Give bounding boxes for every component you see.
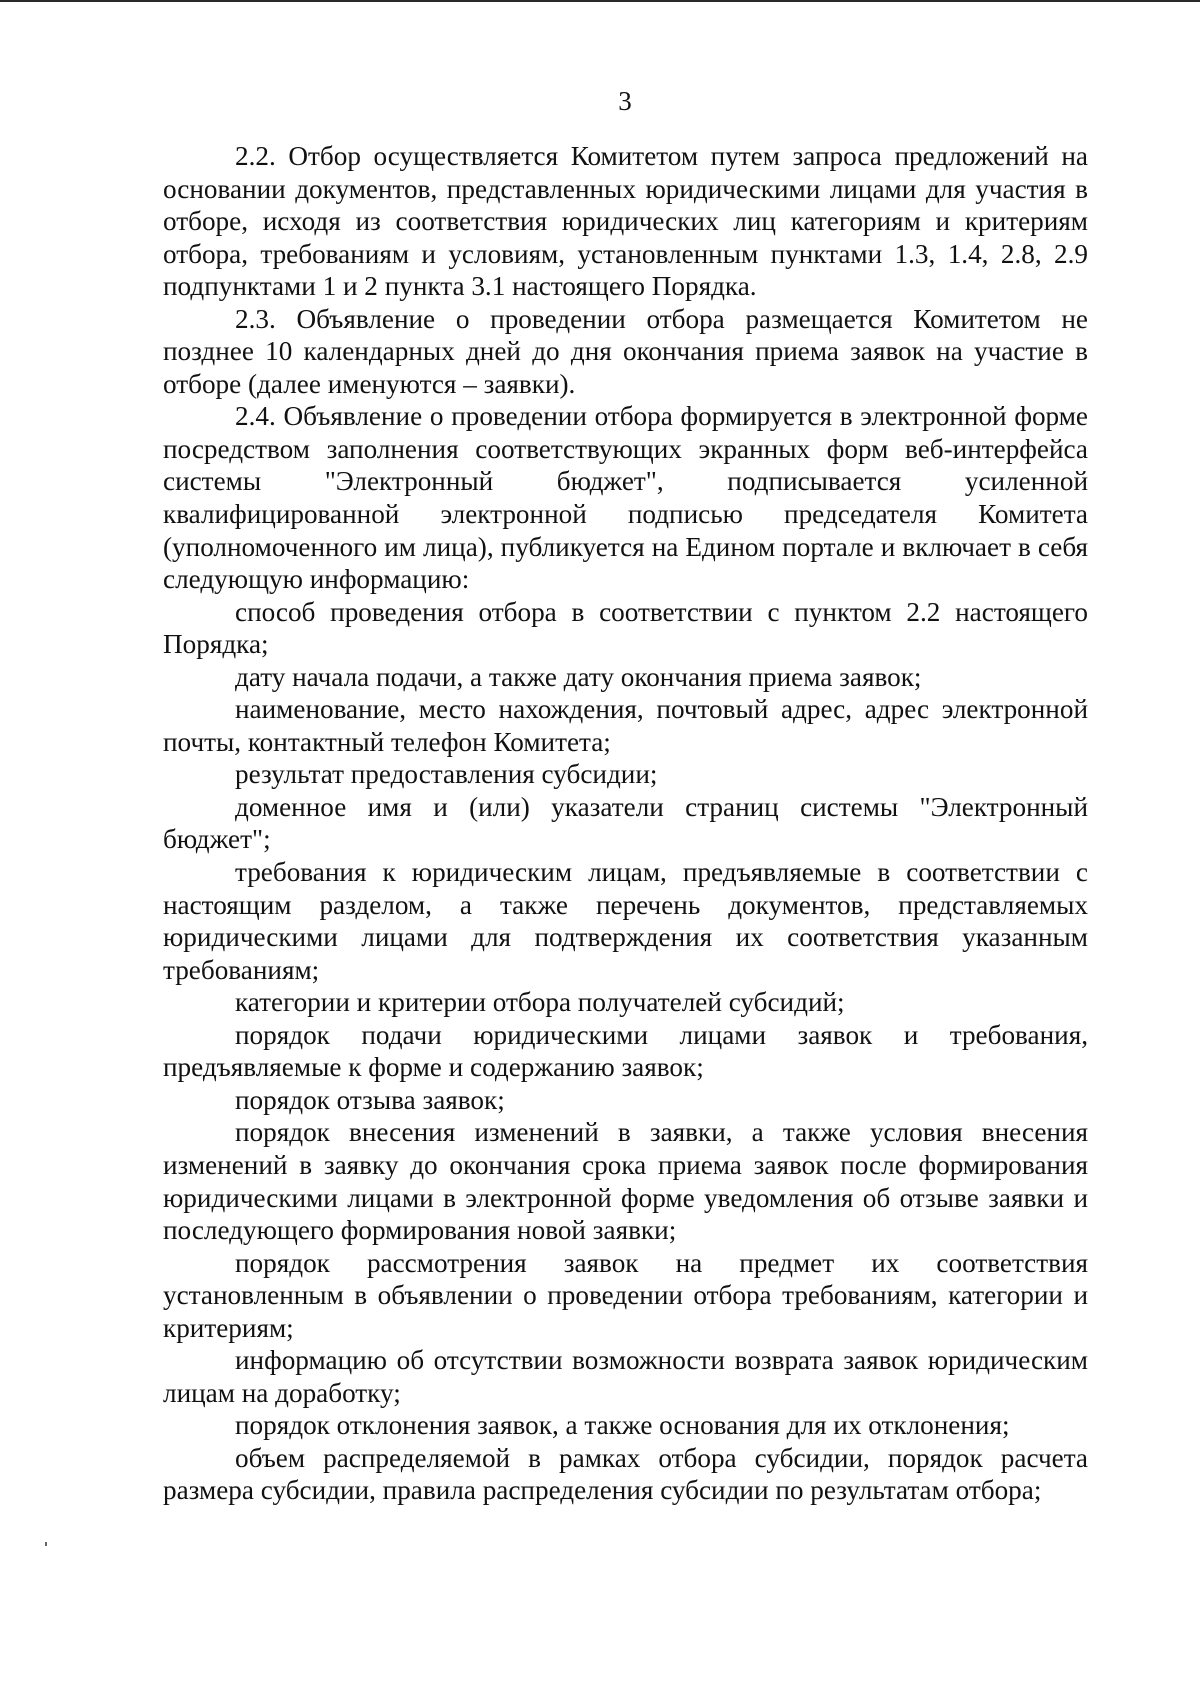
page-number: 3 xyxy=(618,86,632,116)
list-item: объем распределяемой в рамках отбора субсидии, порядок расчета размера субсидии, правила распределения субсидии по результатам отбора; xyxy=(163,1442,1088,1506)
top-border-line xyxy=(0,0,1200,2)
list-item: дату начала подачи, а также дату окончания приема заявок; xyxy=(235,661,922,692)
list-item: наименование, место нахождения, почтовый адрес, адрес электронной почты, контактный телефон Комитета; xyxy=(163,694,1088,757)
list-item: порядок рассмотрения заявок на предмет их соответствия установленным в объявлении о проведении отбора требованиям, категории и критериям; xyxy=(163,1247,1088,1343)
list-item: порядок отклонения заявок, а также основания для их отклонения; xyxy=(235,1410,1010,1441)
paragraph-2-2: 2.2. Отбор осуществляется Комитетом путем запроса предложений на основании документов, представленных юридическими лицами для участия в отборе, исходя из соответствия юридических лиц категориям и критериям отбора, требованиям и условиям, установленным пунктами 1.3, 1.4, 2.8, 2.9 подпунктами 1 и 2 пункта 3.1 настоящего Порядка. xyxy=(163,141,1088,302)
list-item: требования к юридическим лицам, предъявляемые в соответствии с настоящим разделом, а также перечень документов, представляемых юридическими лицами для подтверждения их соответствия указанным требованиям; xyxy=(163,857,1088,985)
scan-speck xyxy=(45,1542,47,1546)
list-item: способ проведения отбора в соответствии с пунктом 2.2 настоящего Порядка; xyxy=(163,596,1088,660)
list-item: информацию об отсутствии возможности возврата заявок юридическим лицам на доработку; xyxy=(163,1345,1088,1408)
paragraph-2-3: 2.3. Объявление о проведении отбора размещается Комитетом не позднее 10 календарных дней до дня окончания приема заявок на участие в отборе (далее именуются – заявки). xyxy=(163,303,1088,399)
list-item: доменное имя и (или) указатели страниц системы "Электронный бюджет"; xyxy=(163,791,1088,855)
list-item: категории и критерии отбора получателей субсидий; xyxy=(235,987,845,1018)
list-item: порядок отзыва заявок; xyxy=(235,1084,505,1115)
list-item: порядок подачи юридическими лицами заявок и требования, предъявляемые к форме и содержанию заявок; xyxy=(163,1019,1088,1083)
document-body xyxy=(163,140,1088,1507)
list-item: результат предоставления субсидии; xyxy=(235,759,658,790)
list-item: порядок внесения изменений в заявки, а также условия внесения изменений в заявку до окончания срока приема заявок после формирования юридическими лицами в электронной форме уведомления об отзыве заявки и последующего формирования новой заявки; xyxy=(163,1117,1088,1246)
paragraph-2-4: 2.4. Объявление о проведении отбора формируется в электронной форме посредством заполнения соответствующих экранных форм веб-интерфейса системы "Электронный бюджет", подписывается усиленной квалифицированной электронной подписью председателя Комитета (уполномоченного им лица), публикуется на Едином портале и включает в себя следующую информацию: xyxy=(163,401,1088,595)
